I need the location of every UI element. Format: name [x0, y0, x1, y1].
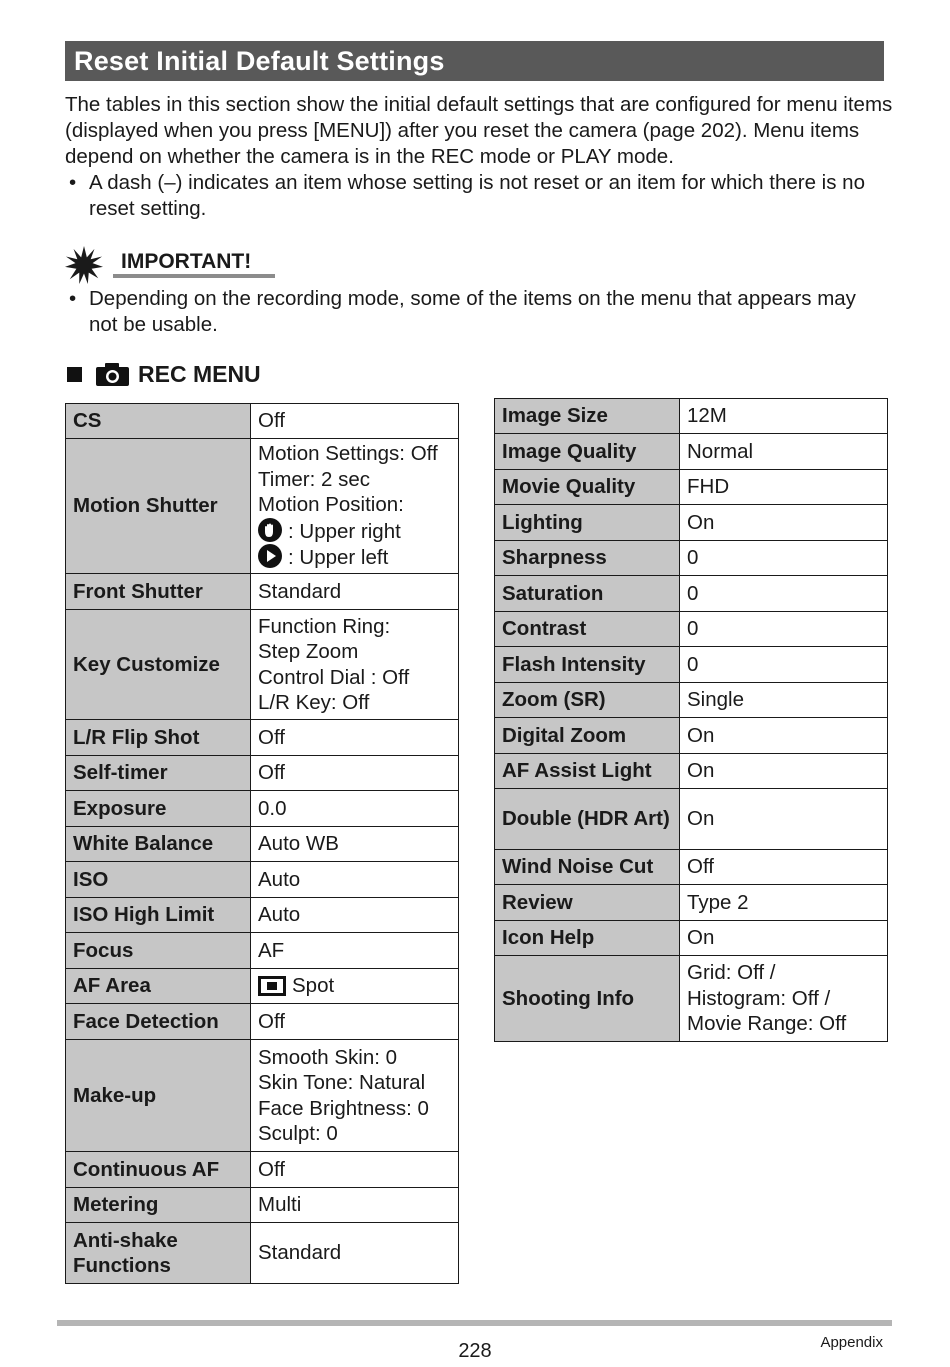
setting-value-line	[258, 902, 451, 928]
setting-value-text: On	[687, 926, 715, 950]
setting-value-line	[687, 854, 880, 880]
setting-value-text: Control Dial : Off	[258, 665, 410, 689]
setting-value-text: Movie Range: Off	[687, 1012, 847, 1036]
setting-value	[251, 933, 459, 969]
setting-name: Face Detection	[66, 1004, 251, 1040]
setting-value-line	[687, 758, 880, 784]
setting-value-line	[258, 938, 451, 964]
play-icon	[258, 544, 282, 568]
setting-value-text: Auto	[258, 867, 301, 891]
table-row	[66, 439, 459, 574]
setting-value	[251, 439, 459, 574]
setting-value-text: Grid: Off /	[687, 961, 776, 985]
setting-name: CS	[66, 404, 251, 439]
setting-value-line	[258, 1070, 451, 1096]
important-label: IMPORTANT!	[121, 250, 252, 273]
rec-menu-table-left	[65, 403, 459, 1284]
setting-value-line	[687, 723, 880, 749]
table-row	[66, 827, 459, 862]
table-row	[495, 541, 888, 576]
setting-name: Exposure	[66, 791, 251, 827]
setting-value-line	[258, 492, 451, 518]
setting-value-text: Off	[258, 1009, 285, 1033]
setting-name: Icon Help	[495, 921, 680, 956]
setting-value-line	[258, 518, 451, 545]
footer-section-label: Appendix	[820, 1334, 883, 1351]
table-row	[495, 921, 888, 956]
setting-value-text: On	[687, 510, 715, 534]
setting-name: Sharpness	[495, 541, 680, 576]
setting-value	[680, 754, 888, 789]
setting-value	[680, 683, 888, 718]
setting-value-line	[258, 579, 451, 605]
setting-value	[251, 791, 459, 827]
setting-value	[680, 434, 888, 470]
table-row	[66, 791, 459, 827]
table-row	[66, 1152, 459, 1188]
setting-value-line	[258, 1096, 451, 1122]
setting-value	[251, 1040, 459, 1152]
setting-value	[680, 470, 888, 505]
setting-value-text: Normal	[687, 439, 754, 463]
setting-value-line	[687, 925, 880, 951]
setting-value-text: Smooth Skin: 0	[258, 1045, 398, 1069]
setting-name: Front Shutter	[66, 574, 251, 610]
setting-value-line	[258, 544, 451, 571]
section-title: REC MENU	[138, 360, 261, 387]
intro-paragraph: The tables in this section show the initial default settings that are configured for menu items (displayed when you press [MENU]) after you reset the camera (page 202). Menu items depend on whether the camera is in the REC mode or PLAY mode.	[65, 93, 893, 168]
table-row	[495, 956, 888, 1042]
bullet-dot: •	[69, 287, 77, 310]
setting-name: Image Size	[495, 399, 680, 434]
setting-value	[251, 1188, 459, 1223]
setting-value-text: Off	[258, 409, 285, 433]
setting-value-line	[687, 806, 880, 832]
setting-value	[680, 576, 888, 612]
bullet-dot: •	[69, 171, 77, 194]
setting-value-text: Off	[687, 855, 714, 879]
setting-value-text: Skin Tone: Natural	[258, 1071, 426, 1094]
setting-value-text: Auto WB	[258, 832, 339, 856]
table-row	[66, 1188, 459, 1223]
intro-bullet	[65, 170, 895, 222]
setting-value-line	[258, 467, 451, 493]
setting-name: Shooting Info	[495, 956, 680, 1042]
setting-value-line	[687, 1011, 880, 1037]
setting-value	[251, 756, 459, 791]
setting-value-line	[687, 652, 880, 678]
setting-value-line	[687, 510, 880, 536]
setting-name: White Balance	[66, 827, 251, 862]
table-row	[495, 683, 888, 718]
setting-value-text: 0	[687, 546, 699, 570]
hand-icon	[258, 518, 282, 542]
setting-value-line	[258, 614, 451, 640]
setting-value	[680, 789, 888, 850]
setting-value-line	[258, 1045, 451, 1071]
setting-value-text: FHD	[687, 475, 730, 499]
setting-value-line	[687, 545, 880, 571]
camera-icon	[96, 362, 129, 386]
setting-name: Lighting	[495, 505, 680, 541]
setting-value-text: Multi	[258, 1193, 302, 1217]
setting-name: Review	[495, 885, 680, 921]
page-title: Reset Initial Default Settings	[65, 41, 884, 81]
table-row	[495, 399, 888, 434]
setting-value-line	[258, 760, 451, 786]
table-row	[66, 1040, 459, 1152]
setting-value-text: Off	[258, 761, 285, 785]
setting-name: Motion Shutter	[66, 439, 251, 574]
setting-value-text: On	[687, 759, 715, 783]
setting-value-line	[687, 890, 880, 916]
setting-name: Self-timer	[66, 756, 251, 791]
setting-value-text: 0	[687, 617, 699, 641]
setting-name: Key Customize	[66, 610, 251, 720]
setting-value	[680, 921, 888, 956]
table-row	[495, 470, 888, 505]
table-row	[495, 754, 888, 789]
table-row	[495, 576, 888, 612]
table-row	[66, 969, 459, 1004]
setting-name: Image Quality	[495, 434, 680, 470]
intro-text	[65, 92, 895, 222]
table-row	[495, 718, 888, 754]
setting-value-text: Face Brightness: 0	[258, 1096, 429, 1120]
setting-value	[251, 898, 459, 933]
setting-value	[251, 827, 459, 862]
setting-value	[251, 1152, 459, 1188]
setting-value	[680, 505, 888, 541]
setting-value-text: Off	[258, 725, 285, 749]
table-row	[66, 720, 459, 756]
intro-bullet-text: A dash (–) indicates an item whose setting is not reset or an item for which there is no reset setting.	[89, 171, 865, 220]
setting-name: ISO High Limit	[66, 898, 251, 933]
setting-value	[680, 885, 888, 921]
setting-name: Anti-shake Functions	[66, 1223, 251, 1284]
setting-value-text: 0.0	[258, 796, 287, 820]
setting-name: Flash Intensity	[495, 647, 680, 683]
setting-value-text: Standard	[258, 1241, 342, 1265]
setting-name: AF Area	[66, 969, 251, 1004]
setting-value-text: Auto	[258, 903, 301, 927]
setting-value-line	[258, 1157, 451, 1183]
important-callout	[65, 246, 285, 282]
setting-value-text: Spot	[292, 974, 335, 998]
table-row	[66, 574, 459, 610]
spot-af-area-icon	[258, 976, 286, 996]
table-row	[495, 612, 888, 647]
table-row	[66, 1223, 459, 1284]
setting-value-line	[258, 1192, 451, 1218]
setting-value-text: Step Zoom	[258, 640, 359, 663]
table-row	[66, 610, 459, 720]
setting-value-text: Type 2	[687, 890, 749, 914]
setting-value-text: Timer: 2 sec	[258, 467, 371, 491]
setting-value-text: Histogram: Off /	[687, 986, 831, 1010]
setting-value-line	[687, 403, 880, 429]
setting-name: Saturation	[495, 576, 680, 612]
starburst-icon	[65, 246, 103, 284]
setting-value-text: : Upper left	[288, 546, 389, 570]
setting-value-text: 0	[687, 652, 699, 676]
setting-value-text: L/R Key: Off	[258, 691, 370, 714]
setting-value-line	[687, 687, 880, 713]
setting-value-text: Single	[687, 688, 744, 712]
setting-value	[680, 718, 888, 754]
table-row	[495, 789, 888, 850]
setting-value-line	[258, 690, 451, 716]
table-row	[66, 898, 459, 933]
table-row	[495, 885, 888, 921]
table-row	[495, 647, 888, 683]
footer-divider	[57, 1320, 892, 1326]
important-note-text: Depending on the recording mode, some of the items on the menu that appears may not be usable.	[89, 287, 856, 336]
setting-name: Focus	[66, 933, 251, 969]
setting-value	[251, 1223, 459, 1284]
setting-value	[680, 399, 888, 434]
setting-value-text: Motion Settings: Off	[258, 442, 438, 466]
setting-value-line	[258, 665, 451, 691]
setting-value-line	[258, 831, 451, 857]
setting-value-line	[258, 867, 451, 893]
setting-name: Digital Zoom	[495, 718, 680, 754]
table-row	[66, 862, 459, 898]
setting-name: Contrast	[495, 612, 680, 647]
setting-value-line	[258, 1121, 451, 1147]
setting-value	[680, 850, 888, 885]
setting-value-line	[258, 408, 451, 434]
setting-value-line	[687, 474, 880, 500]
setting-value	[680, 612, 888, 647]
setting-value-line	[258, 1240, 451, 1266]
setting-value-line	[258, 1009, 451, 1035]
table-row	[66, 933, 459, 969]
setting-value	[680, 541, 888, 576]
setting-value-text: Off	[258, 1157, 285, 1181]
setting-value-line	[258, 639, 451, 665]
setting-value-line	[687, 616, 880, 642]
table-row	[495, 434, 888, 470]
setting-value-text: : Upper right	[288, 519, 401, 543]
setting-value-line	[687, 986, 880, 1012]
setting-value-text: On	[687, 807, 715, 831]
setting-value	[251, 720, 459, 756]
important-note	[65, 286, 885, 338]
setting-value-line	[687, 439, 880, 465]
setting-value	[251, 1004, 459, 1040]
setting-value-text: AF	[258, 938, 285, 962]
setting-name: Make-up	[66, 1040, 251, 1152]
setting-value	[680, 956, 888, 1042]
table-row	[66, 756, 459, 791]
setting-value-text: 12M	[687, 404, 727, 428]
setting-value	[251, 610, 459, 720]
setting-name: Double (HDR Art)	[495, 789, 680, 850]
setting-name: AF Assist Light	[495, 754, 680, 789]
setting-value-text: 0	[687, 581, 699, 605]
setting-name: ISO	[66, 862, 251, 898]
setting-value-text: Function Ring:	[258, 614, 391, 638]
setting-value-line	[687, 960, 880, 986]
table-row	[495, 850, 888, 885]
square-bullet-icon	[67, 367, 82, 382]
setting-name: Wind Noise Cut	[495, 850, 680, 885]
setting-value	[251, 574, 459, 610]
setting-value-text: On	[687, 723, 715, 747]
setting-value-text: Motion Position:	[258, 493, 404, 517]
setting-value-line	[687, 581, 880, 607]
setting-value-line	[258, 725, 451, 751]
table-row	[495, 505, 888, 541]
setting-name: Zoom (SR)	[495, 683, 680, 718]
setting-value-line	[258, 441, 451, 467]
setting-value	[251, 862, 459, 898]
section-heading	[67, 359, 261, 389]
setting-name: Metering	[66, 1188, 251, 1223]
setting-value-line	[258, 973, 451, 999]
setting-value-text: Standard	[258, 579, 342, 603]
page-number: 228	[458, 1340, 492, 1362]
setting-name: L/R Flip Shot	[66, 720, 251, 756]
setting-value-text: Sculpt: 0	[258, 1122, 338, 1145]
setting-value	[680, 647, 888, 683]
setting-value-line	[258, 796, 451, 822]
setting-name: Continuous AF	[66, 1152, 251, 1188]
table-row	[66, 1004, 459, 1040]
setting-value	[251, 404, 459, 439]
important-underline	[113, 274, 275, 278]
rec-menu-table-right	[494, 398, 888, 1042]
setting-value	[251, 969, 459, 1004]
table-row	[66, 404, 459, 439]
setting-name: Movie Quality	[495, 470, 680, 505]
